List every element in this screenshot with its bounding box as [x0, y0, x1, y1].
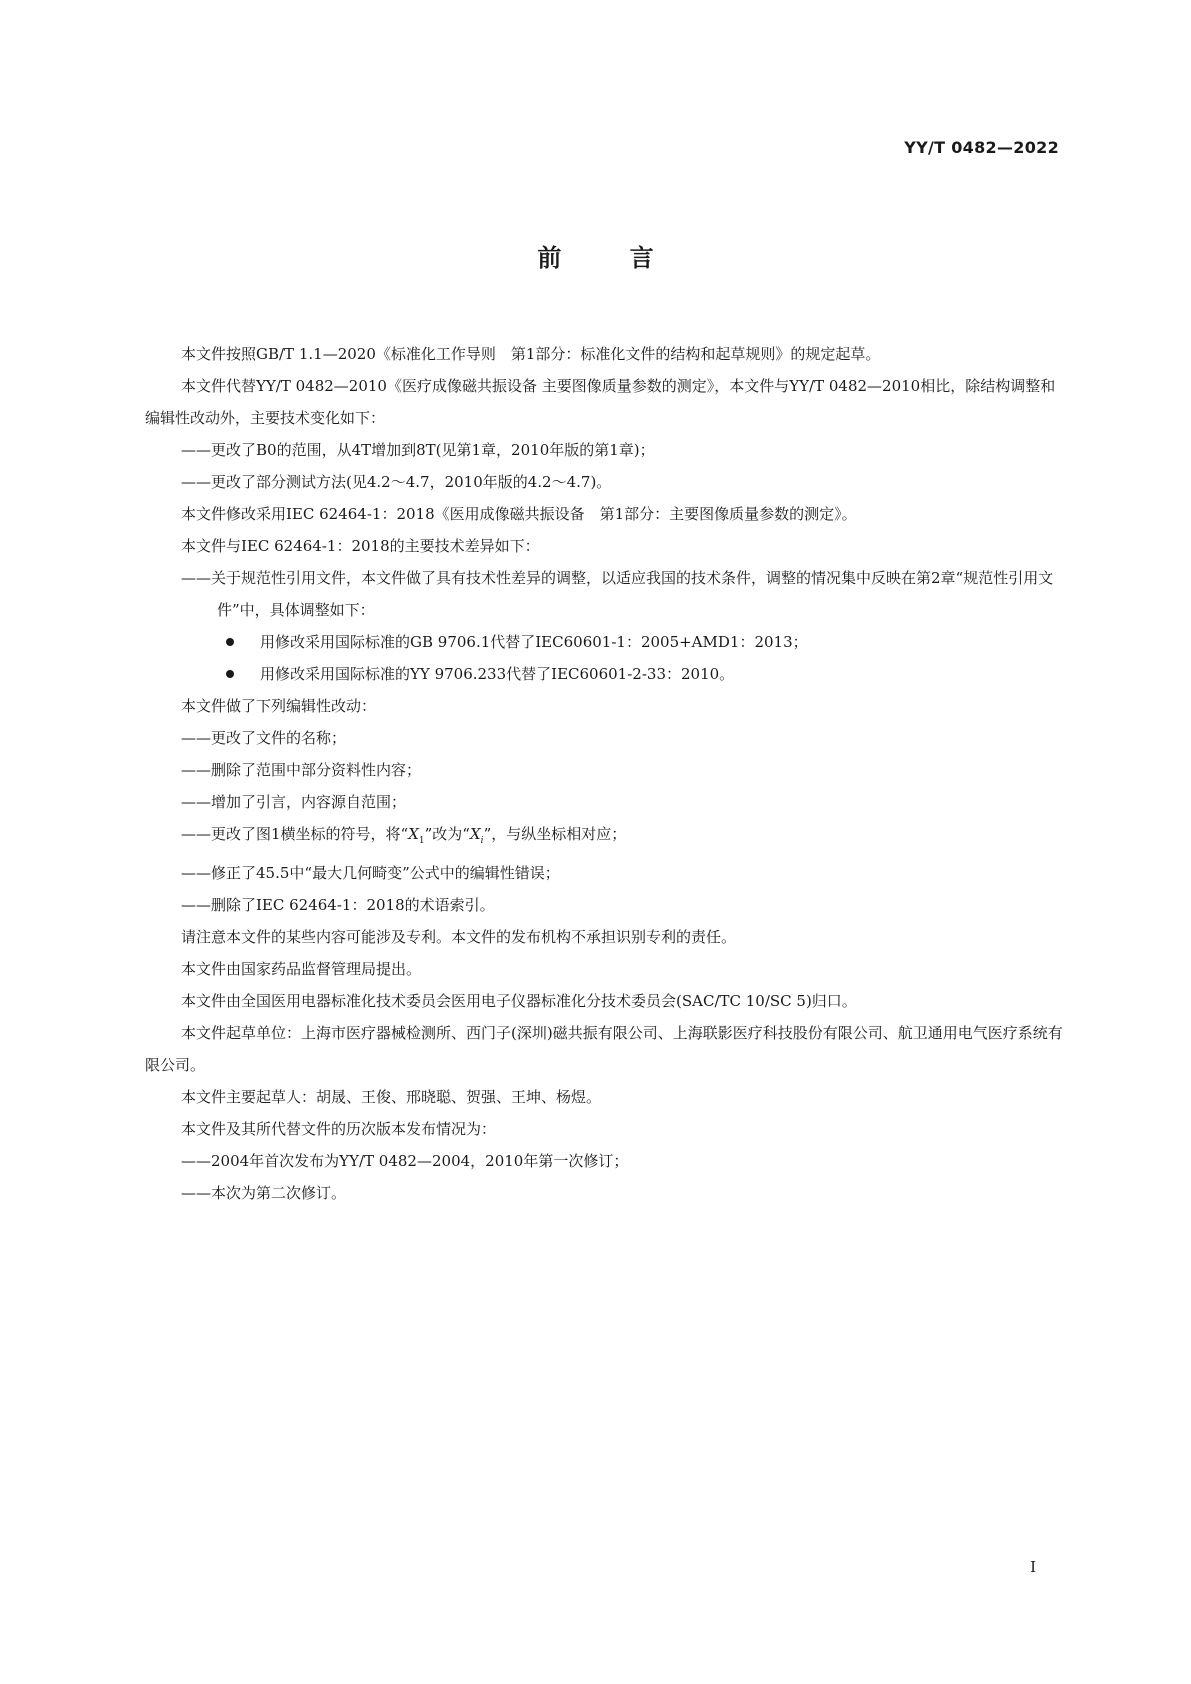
paragraph-replaces: 本文件代替YY/T 0482—2010《医疗成像磁共振设备 主要图像质量参数的测定》，本文件与YY/T 0482—2010相比，除结构调整和编辑性改动外，主要技术变化如下：	[145, 377, 1056, 427]
bullet-text: 用修改采用国际标准的YY 9706.233代替了IEC60601-2-33：2010。	[260, 665, 735, 683]
paragraph-adoption: 本文件修改采用IEC 62464-1：2018《医用成像磁共振设备 第1部分：主要图像质量参数的测定》。	[181, 505, 857, 523]
foreword-body	[145, 338, 1070, 1209]
symbol-x: X	[469, 825, 481, 843]
symbol-x: X	[408, 825, 419, 843]
paragraph-history: 本文件及其所代替文件的历次版本发布情况为：	[181, 1120, 497, 1138]
paragraph-technical-committee: 本文件由全国医用电器标准化技术委员会医用电子仪器标准化分技术委员会(SAC/TC 10/SC 5)归口。	[181, 992, 857, 1010]
paragraph-drafting-organizations: 本文件起草单位：上海市医疗器械检测所、西门子(深圳)磁共振有限公司、上海联影医疗科技股份有限公司、航卫通用电气医疗系统有限公司。	[145, 1024, 1063, 1074]
paragraph-drafters: 本文件主要起草人：胡晟、王俊、邢晓聪、贺强、王坤、杨煜。	[181, 1088, 602, 1106]
list-item-history: ——2004年首次发布为YY/T 0482—2004，2010年第一次修订；	[181, 1152, 629, 1170]
paragraph-differences: 本文件与IEC 62464-1：2018的主要技术差异如下：	[181, 537, 540, 555]
list-item-editorial-change: ——删除了范围中部分资料性内容；	[181, 761, 422, 779]
page-title: 前 言	[537, 244, 684, 272]
list-item-symbol-change	[145, 818, 1070, 857]
paragraph-drafting-rules: 本文件按照GB/T 1.1—2020《标准化工作导则 第1部分：标准化文件的结构和起草规则》的规定起草。	[181, 345, 881, 363]
bullet-text: 用修改采用国际标准的GB 9706.1代替了IEC60601-1：2005+AMD1：2013；	[260, 633, 808, 651]
list-item-editorial-change: ——增加了引言，内容源自范围；	[181, 793, 407, 811]
document-number: YY/T 0482—2022	[904, 138, 1059, 157]
symbol-change-prefix: ——更改了图1横坐标的符号，将“	[181, 825, 409, 843]
bullet-icon	[226, 670, 234, 678]
list-item-normative-references: ——关于规范性引用文件，本文件做了具有技术性差异的调整，以适应我国的技术条件，调整的情况集中反映在第2章“规范性引用文件”中，具体调整如下：	[181, 569, 1054, 619]
list-item-editorial-change: ——更改了文件的名称；	[181, 729, 347, 747]
symbol-change-suffix: ”，与纵坐标相对应；	[483, 825, 627, 843]
bullet-item	[145, 626, 1070, 658]
list-item-history: ——本次为第二次修订。	[181, 1184, 347, 1202]
list-item-editorial-change: ——修正了45.5中“最大几何畸变”公式中的编辑性错误；	[181, 864, 560, 882]
list-item-tech-change: ——更改了部分测试方法(见4.2～4.7，2010年版的4.2～4.7)。	[181, 473, 612, 491]
paragraph-editorial: 本文件做了下列编辑性改动：	[181, 697, 377, 715]
page-number: I	[1030, 1558, 1036, 1576]
paragraph-patent-notice: 请注意本文件的某些内容可能涉及专利。本文件的发布机构不承担识别专利的责任。	[181, 928, 737, 946]
symbol-change-middle: ”改为“	[424, 825, 470, 843]
symbol-subscript: 1	[418, 836, 425, 846]
paragraph-proposer: 本文件由国家药品监督管理局提出。	[181, 960, 422, 978]
symbol-subscript: i	[480, 836, 484, 846]
bullet-icon	[226, 638, 234, 646]
list-item-tech-change: ——更改了B0的范围，从4T增加到8T(见第1章，2010年版的第1章)；	[181, 441, 655, 459]
list-item-editorial-change: ——删除了IEC 62464-1：2018的术语索引。	[181, 896, 495, 914]
bullet-item	[145, 658, 1070, 690]
